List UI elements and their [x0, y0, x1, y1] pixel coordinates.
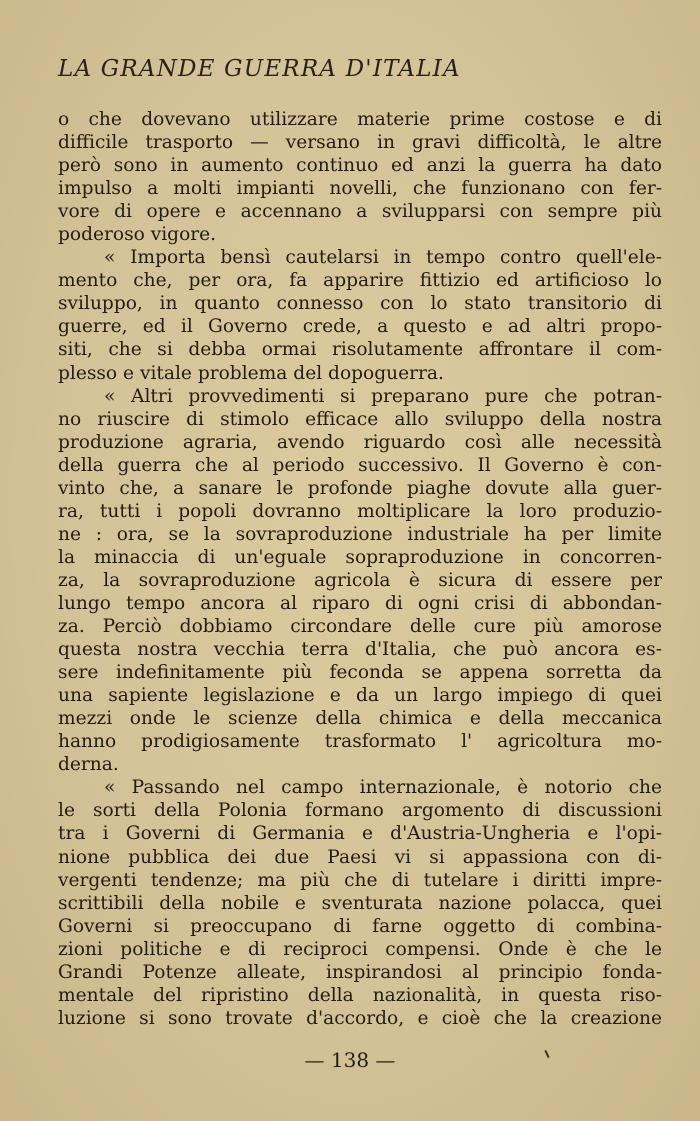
text-line: nione pubblica dei due Paesi vi si appassiona con di- [58, 846, 662, 868]
text-line: siti, che si debba ormai risolutamente affrontare il com- [58, 339, 662, 361]
body-text [58, 108, 662, 1030]
text-line: ne : ora, se la sovraproduzione industriale ha per limite [58, 523, 662, 545]
text-line: derna. [58, 754, 119, 776]
text-line: produzione agraria, avendo riguardo così alle necessità [58, 431, 662, 453]
text-line: difficile trasporto — versano in gravi difficoltà, le altre [58, 132, 662, 154]
text-line: za, la sovraproduzione agricola è sicura di essere per [58, 569, 662, 591]
text-line: mentale del ripristino della nazionalità, in questa riso- [58, 984, 662, 1006]
text-line: però sono in aumento continuo ed anzi la guerra ha dato [58, 155, 662, 177]
text-line: poderoso vigore. [58, 224, 217, 246]
text-line: luzione si sono trovate d'accordo, e cioè che la creazione [58, 1007, 662, 1029]
text-line: vergenti tendenze; ma più che di tutelare i diritti impre- [58, 869, 662, 891]
text-line: una sapiente legislazione e da un largo impiego di quei [58, 685, 662, 707]
text-line: « Importa bensì cautelarsi in tempo contro quell'ele- [104, 247, 662, 269]
text-line: no riuscire di stimolo efficace allo sviluppo della nostra [58, 408, 662, 430]
text-line: tra i Governi di Germania e d'Austria-Ungheria e l'opi- [58, 823, 662, 845]
running-head: LA GRANDE GUERRA D'ITALIA [58, 56, 461, 82]
text-line: Grandi Potenze alleate, inspirandosi al principio fonda- [58, 961, 662, 983]
text-line: ra, tutti i popoli dovranno moltiplicare la loro produzio- [58, 500, 662, 522]
text-line: vore di opere e accennano a svilupparsi con sempre più [58, 201, 662, 223]
text-line: sviluppo, in quanto connesso con lo stato transitorio di [58, 293, 662, 315]
text-line: mento che, per ora, fa apparire fittizio ed artificioso lo [58, 270, 662, 292]
text-line: della guerra che al periodo successivo. Il Governo è con- [58, 454, 662, 476]
text-line: scrittibili della nobile e sventurata nazione polacca, quei [58, 892, 662, 914]
text-line: « Passando nel campo internazionale, è notorio che [104, 777, 662, 799]
text-line: la minaccia di un'eguale sopraproduzione in concorren- [58, 546, 662, 568]
text-line: le sorti della Polonia formano argomento di discussioni [58, 800, 662, 822]
text-line: impulso a molti impianti novelli, che funzionano con fer- [58, 178, 662, 200]
text-line: vinto che, a sanare le profonde piaghe dovute alla guer- [58, 477, 662, 499]
text-line: guerre, ed il Governo crede, a questo e ad altri propo- [58, 316, 662, 338]
text-line: questa nostra vecchia terra d'Italia, che può ancora es- [58, 639, 662, 661]
text-line: za. Perciò dobbiamo circondare delle cure più amorose [58, 616, 662, 638]
text-line: lungo tempo ancora al riparo di ogni crisi di abbondan- [58, 592, 662, 614]
text-line: mezzi onde le scienze della chimica e della meccanica [58, 708, 662, 730]
text-line: hanno prodigiosamente trasformato l' agricoltura mo- [58, 731, 662, 753]
text-line: o che dovevano utilizzare materie prime costose e di [58, 109, 662, 130]
text-line: sere indefinitamente più feconda se appena sorretta da [58, 662, 662, 684]
text-line: « Altri provvedimenti si preparano pure che potran- [104, 385, 662, 407]
page-number: — 138 — [304, 1048, 396, 1072]
text-line: plesso e vitale problema del dopoguerra. [58, 362, 444, 384]
text-line: zioni politiche e di reciproci compensi. Onde è che le [58, 938, 662, 960]
text-line: Governi si preoccupano di farne oggetto di combina- [58, 915, 662, 937]
